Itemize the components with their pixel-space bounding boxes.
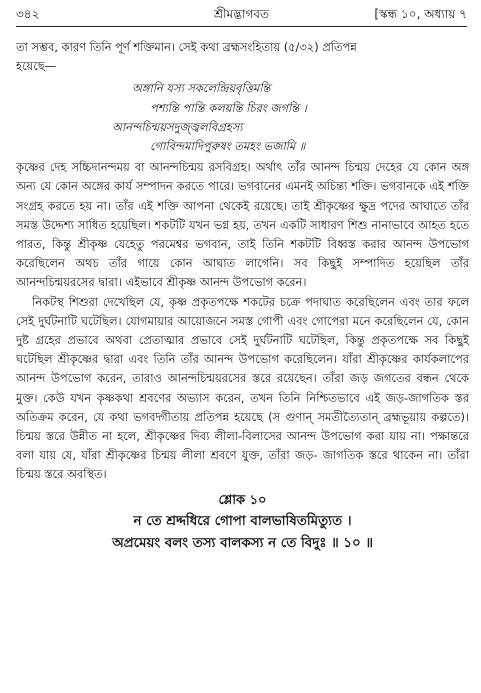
intro-line: হয়েছে—	[16, 59, 57, 74]
text-line: কার্যকলাপের আনন্দ উপভোগ করেন, তারাও আনন্দচিন্ময়রসের স্তরে রয়েছেন।	[16, 352, 469, 386]
text-line: করেছিলেন এবং তার ফলে সেই দুর্ঘটনাটি ঘটেছিল। যোগমায়ার আয়োজনে সমস্ত	[16, 294, 469, 328]
page-header	[16, 4, 467, 27]
running-title: শ্রীমদ্ভাগবত	[213, 7, 269, 21]
text-line: শ্রীকৃষ্ণের দ্বারা এবং তিনি তাঁর আনন্দ উপভোগ করেছিলেন। যাঁরা শ্রীকৃষ্ণের	[57, 352, 408, 367]
text-line: জাগতিক স্তরে থাকেন না। তাঁরা চিন্ময় স্তরে অবস্থিত।	[16, 448, 469, 482]
page-body	[16, 38, 469, 555]
sloka-line-2: অপ্রমেয়ং বলং তস্য বালকস্য ন তে বিদুঃ ॥ ১০ ॥	[112, 535, 373, 551]
quote-line: পশ্যন্তি পান্তি কলয়ন্তি চিরং জগন্তি ।	[150, 100, 307, 115]
text-line: ভগবদ্গীতায় প্রতিপন্ন হয়েছে (স গুণান্ সমতীত্যৈতান্ ব্রহ্মভূয়ায় কল্পতে)। চিন্ময়	[16, 409, 469, 444]
text-line: স্তরে উন্নীত না হলে, শ্রীকৃষ্ণের দিব্য লীলা-বিলাসের আনন্দ উপভোগ করা যায়	[45, 429, 406, 444]
text-line: তাঁর সমস্ত উদ্দেশ্য সাধিত হয়েছিল। শকটটি যখন ভগ্ন হয়, তখন একটি সাধারণ	[16, 198, 470, 232]
text-line: দেহের যে কোন অঙ্গ অন্য যে কোন অঙ্গের কার্য সম্পাদন করতে পারে।	[16, 160, 470, 194]
text-line: আঘাত লাগেনি। সব কিছুই সম্পাদিত হয়েছিল তাঁর আনন্দচিন্ময়রসের দ্বারা।	[16, 256, 470, 290]
brahma-samhita-quote	[16, 79, 469, 156]
quote-line: অঙ্গানি যস্য সকলেন্দ্রিয়বৃত্তিমন্তি	[132, 81, 271, 96]
chapter-reference: [স্কন্ধ ১০, অধ্যায় ৭	[374, 7, 467, 21]
text-line: প্রেতাত্মার প্রভাবে সেই দুর্ঘটনাটি ঘটেছিল, কিন্তু প্রকৃতপক্ষে সব কিছুই ঘটেছিল	[16, 333, 469, 367]
text-line: তাঁর এই শক্তি আপনা থেকেই রয়েছে। তাই শ্রীকৃষ্ণের ক্ষুদ্র পদের আঘাতে	[115, 198, 447, 213]
text-line: কৃষ্ণের দেহ সচ্চিদানন্দময় বা আনন্দচিন্ময় রসবিগ্রহ। অর্থাৎ তাঁর আনন্দ চিন্ময়	[16, 160, 370, 175]
text-line: ভগবানের এমনই অচিন্ত্য শক্তি। ভগবানকে এই শক্তি সংগ্রহ করতে হয় না।	[16, 179, 469, 213]
text-line: শিশু নানাভাবে আহত হতে পারত, কিন্তু শ্রীকৃষ্ণ যেহেতু পরমেশ্বর ভগবান, তাই	[16, 217, 470, 252]
paragraph-1	[16, 158, 469, 292]
quote-line: গোবিন্দমাদিপুরুষং তমহং ভজামি ॥	[150, 139, 306, 154]
text-line: এইভাবে শ্রীকৃষ্ণ আনন্দ উপভোগ করেন।	[125, 275, 307, 290]
sloka-heading: শ্লোক ১০	[218, 492, 267, 508]
text-line: তিনি শকটটি বিধ্বস্ত করার আনন্দ উপভোগ করেছিলেন অথচ তাঁর গায়ে কোন	[16, 237, 470, 271]
text-line: নিকটস্থ শিশুরা দেখেছিল যে, কৃষ্ণ প্রকৃতপক্ষে শকটের চক্রে পদাঘাত	[32, 294, 342, 309]
quote-line: আনন্দচিন্ময়সদুজ্জ্বলবিগ্রহস্য	[112, 119, 243, 134]
text-line: করেন, তখন তিনি নিশ্চিতভাবে এই জড়-জাগতিক স্তর অতিক্রম করেন, যে কথা	[16, 390, 470, 424]
paragraph-2	[16, 293, 469, 485]
intro-line: তা সম্ভব, কারণ তিনি পূর্ণ শক্তিমান। সেই কথা ব্রহ্মসংহিতায় (৫/৩২) প্রতিপন্ন	[16, 40, 357, 54]
text-line: না। পক্ষান্তরে বলা যায় যে, যাঁরা শ্রীকৃষ্ণের চিন্ময় লীলা শ্রবণে যুক্ত, তাঁরা জড়-	[16, 429, 469, 463]
sloka-line-1: ন তে শ্রদ্দধিরে গোপা বালভাষিতমিত্যুত ।	[133, 513, 352, 529]
text-line: তাঁরা জড় জগতের বন্ধন থেকে মুক্ত। কেউ যখন কৃষ্ণকথা শ্রবণের অভ্যাস	[16, 371, 470, 405]
text-line: গোপী এবং গোপেরা মনে করেছিলেন যে, কোন দুষ্ট গ্রহের প্রভাবে অথবা	[16, 313, 469, 348]
page-number: ৩৪২	[16, 7, 40, 21]
intro-text	[16, 38, 469, 76]
